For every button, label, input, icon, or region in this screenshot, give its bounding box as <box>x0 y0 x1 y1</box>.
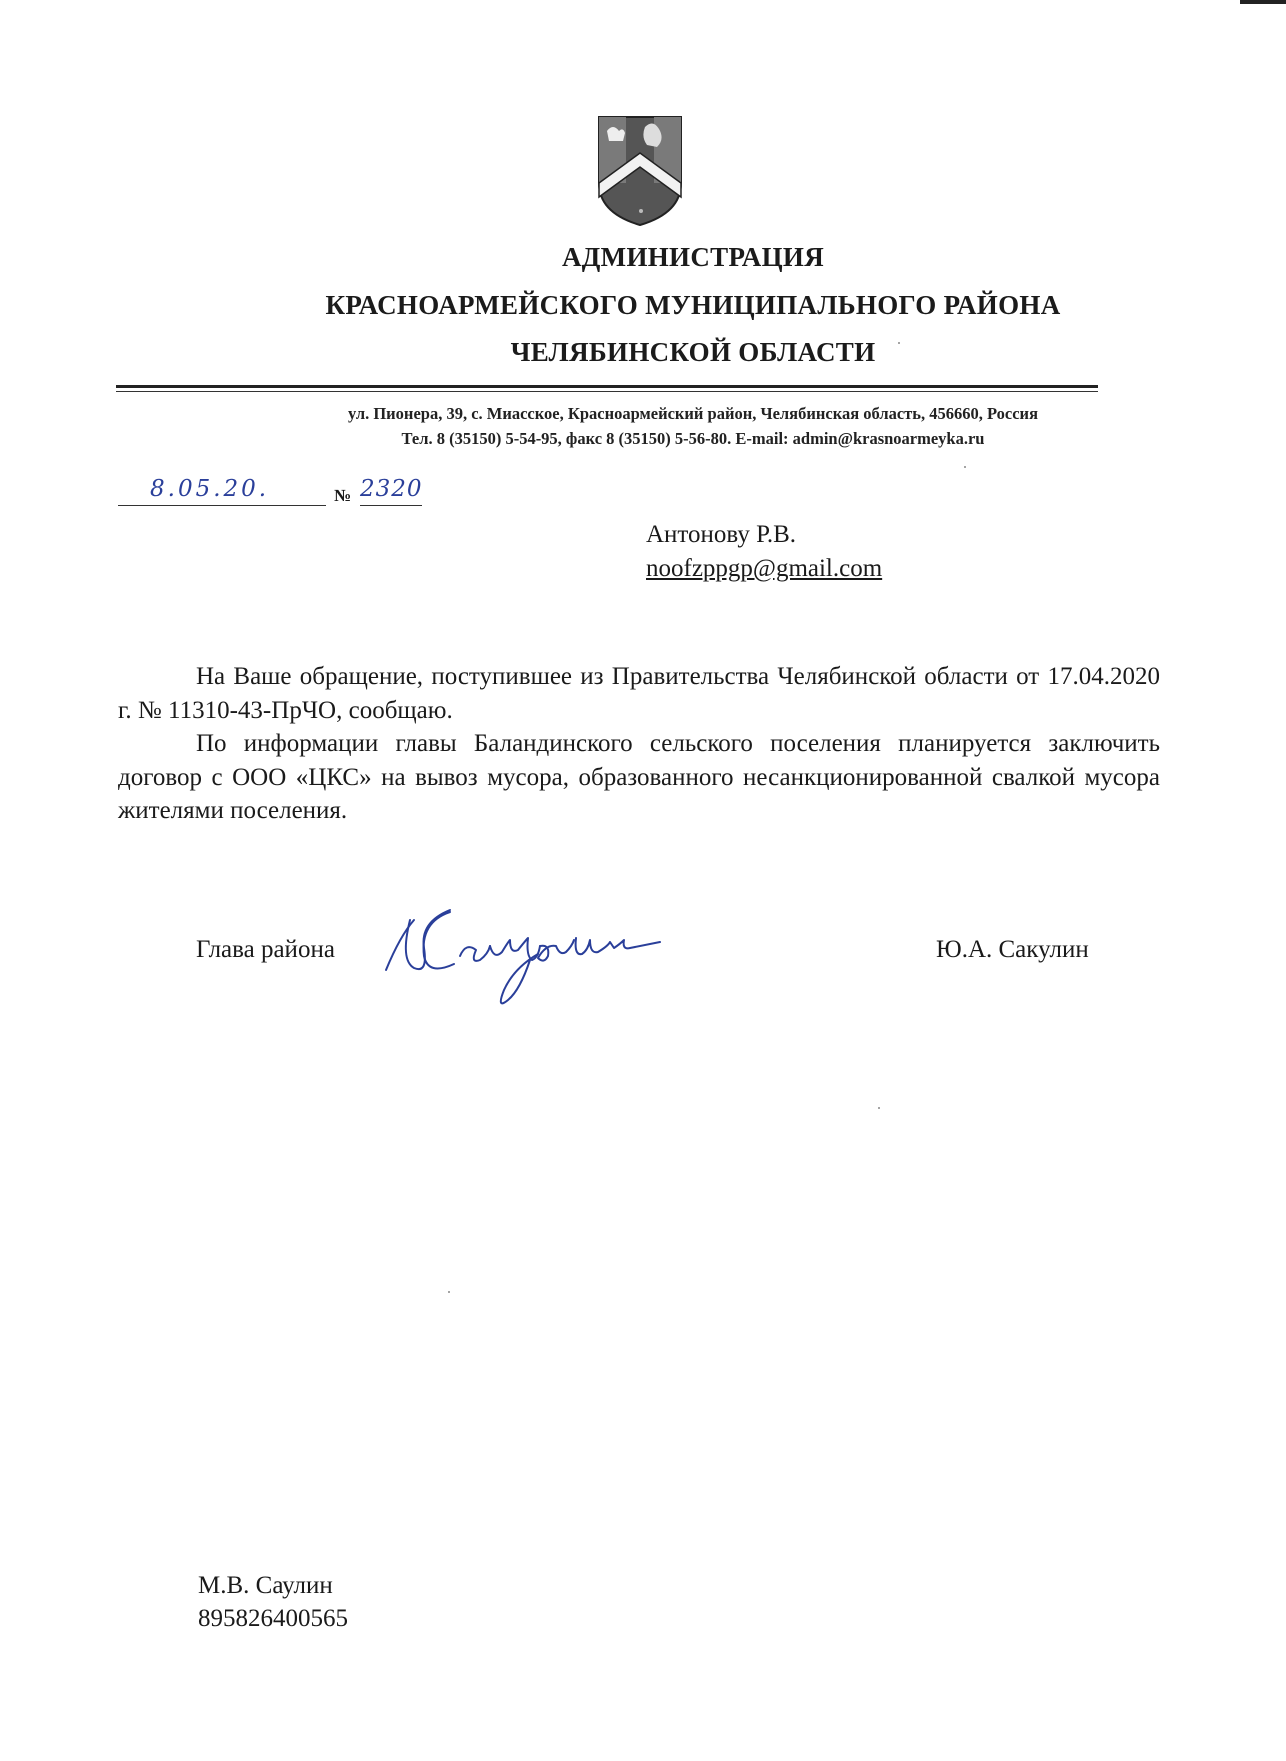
header-rule-thick <box>116 385 1098 388</box>
org-contacts: Тел. 8 (35150) 5-54-95, факс 8 (35150) 5-56-80. E-mail: admin@krasnoarmeyka.ru <box>401 429 985 448</box>
org-address: ул. Пионера, 39, с. Миасское, Красноармейский район, Челябинская область, 456660, Россия <box>348 404 1038 423</box>
coat-of-arms-icon <box>595 113 685 228</box>
executor-phone: 895826400565 <box>198 1605 348 1632</box>
org-title-line2: КРАСНОАРМЕЙСКОГО МУНИЦИПАЛЬНОГО РАЙОНА <box>325 290 1061 320</box>
scan-speck <box>964 466 966 468</box>
number-label: № <box>334 486 352 505</box>
signer-name: Ю.А. Сакулин <box>936 936 1089 963</box>
number-underline <box>360 505 422 506</box>
body-paragraph-1: На Ваше обращение, поступившее из Правительства Челябинской области от 17.04.2020 г. № 11310-43-ПрЧО, сообщаю. <box>118 663 1160 724</box>
header-rule-thin <box>116 391 1098 392</box>
signer-role: Глава района <box>196 936 335 963</box>
executor-name: М.В. Саулин <box>198 1572 333 1599</box>
registration-date: 8.05.20. <box>150 476 270 502</box>
scan-speck <box>448 1291 450 1293</box>
addressee-email[interactable]: noofzppgp@gmail.com <box>646 555 883 582</box>
addressee-name: Антонову Р.В. <box>646 521 797 548</box>
date-underline <box>118 505 326 506</box>
scan-speck <box>878 1107 880 1109</box>
scan-speck <box>898 342 900 344</box>
scan-edge-mark <box>1240 0 1286 4</box>
org-title-line1: АДМИНИСТРАЦИЯ <box>561 242 824 272</box>
handwritten-signature <box>380 900 740 1020</box>
org-title-line3: ЧЕЛЯБИНСКОЙ ОБЛАСТИ <box>510 337 876 367</box>
registration-number: 2320 <box>360 476 423 502</box>
body-paragraph-2: По информации главы Баландинского сельского поселения планируется заключить договор с ООО «ЦКС» на вывоз мусора, образованного несанкционированной свалкой мусора жителями поселения. <box>118 730 1160 824</box>
